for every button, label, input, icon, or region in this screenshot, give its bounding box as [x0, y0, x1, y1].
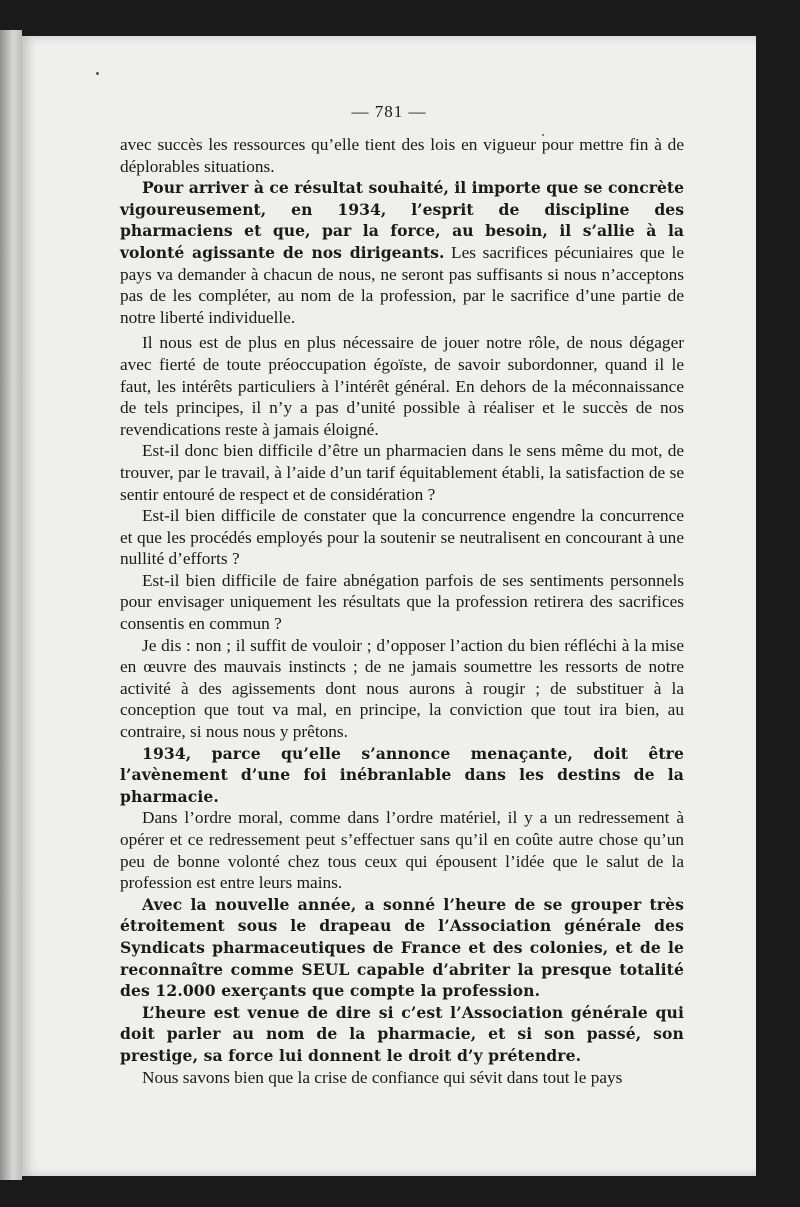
paragraph-text: Je dis : non ; il suffit de vouloir ; d’opposer l’action du bien réfléchi à la mise en œuvre des mauvais instincts ; de ne jamais soumettre les ressorts de notre activité à des agissements dont nous aurons à rougir ; de substituer à la conception que tout va mal, en principe, la conviction que tout ira bien, au contraire, si nous nous y prêtons.	[120, 635, 684, 742]
page-number: — 781 —	[351, 102, 427, 121]
paragraph-text: Nous savons bien que la crise de confiance qui sévit dans tout le pays	[142, 1067, 623, 1087]
paragraph-6	[120, 570, 684, 635]
paragraph-4	[120, 440, 684, 505]
paragraph-9	[120, 807, 684, 893]
paragraph-10	[120, 894, 684, 1002]
page-sheet	[22, 36, 756, 1176]
body-text	[120, 134, 684, 1088]
paragraph-text: Les sacrifices pécuniaires que le pays va demander à chacun de nous, ne seront pas suffisants si nous n’acceptons pas de les compléter, au nom de la profession, par le sacrifice d’une partie de notre liberté individuelle.	[120, 242, 684, 327]
previous-page-edge	[0, 30, 22, 1180]
paragraph-3	[120, 332, 684, 440]
emphasis-text: L’heure est venue de dire si c’est l’Association générale qui doit parler au nom de la pharmacie, et si son passé, son prestige, sa force lui donnent le droit d’y prétendre.	[120, 1002, 684, 1065]
paragraph-2	[120, 177, 684, 328]
paragraph-text: Dans l’ordre moral, comme dans l’ordre matériel, il y a un redressement à opérer et ce redressement peut s’effectuer sans qu’il en coûte autre chose qu’un peu de bonne volonté chez tous ceux qui épousent l’idée que le salut de la profession est entre leurs mains.	[120, 808, 684, 893]
paragraph-text: Est-il bien difficile de constater que la concurrence engendre la concurrence et que les procédés employés pour la soutenir se neutralisent en concourant à une nullité d’efforts ?	[120, 506, 684, 569]
paragraph-5	[120, 505, 684, 570]
paragraph-8	[120, 743, 684, 808]
paragraph-text: Il nous est de plus en plus nécessaire de jouer notre rôle, de nous dégager avec fierté de toute préoccupation égoïste, de savoir subordonner, quand il le faut, les intérêts particuliers à l’intérêt général. En dehors de la méconnaissance de tels principes, il n’y a pas d’unité possible à réaliser et le succès de nos revendications reste à jamais éloigné.	[120, 333, 684, 439]
paragraph-11	[120, 1002, 684, 1067]
paragraph-7	[120, 635, 684, 743]
paper-speck	[96, 72, 99, 75]
paragraph-text: Est-il donc bien difficile d’être un pharmacien dans le sens même du mot, de trouver, par le travail, à l’aide d’un tarif équitablement établi, la satisfaction de se sentir entouré de respect et de considération ?	[120, 441, 684, 504]
paragraph-text: Est-il bien difficile de faire abnégation parfois de ses sentiments personnels pour envisager uniquement les résultats que la profession retirera des sacrifices consentis en commun ?	[120, 570, 684, 634]
paragraph-1	[120, 134, 684, 177]
emphasis-text: Avec la nouvelle année, a sonné l’heure de se grouper très étroitement sous le drapeau de l’Association générale des Syndicats pharmaceutiques de France et des colonies, et de le reconnaître comme SEUL capable d’abriter la presque totalité des 12.000 exerçants que compte la profession.	[120, 894, 684, 1001]
paragraph-12	[120, 1067, 684, 1089]
emphasis-text: 1934, parce qu’elle s’annonce menaçante, doit être l’avènement d’une foi inébranlable dans les destins de la pharmacie.	[120, 743, 684, 806]
emphasis-text: Pour arriver à ce résultat souhaité, il importe que se concrète vigoureusement, en 1934, l’esprit de discipline des pharmaciens et que, par la force, au besoin, il s’allie à la volonté agissante de nos dirigeants.	[120, 178, 684, 262]
paragraph-text: avec succès les ressources qu’elle tient des lois en vigueur pour mettre fin à de déplorables situations.	[120, 135, 684, 176]
